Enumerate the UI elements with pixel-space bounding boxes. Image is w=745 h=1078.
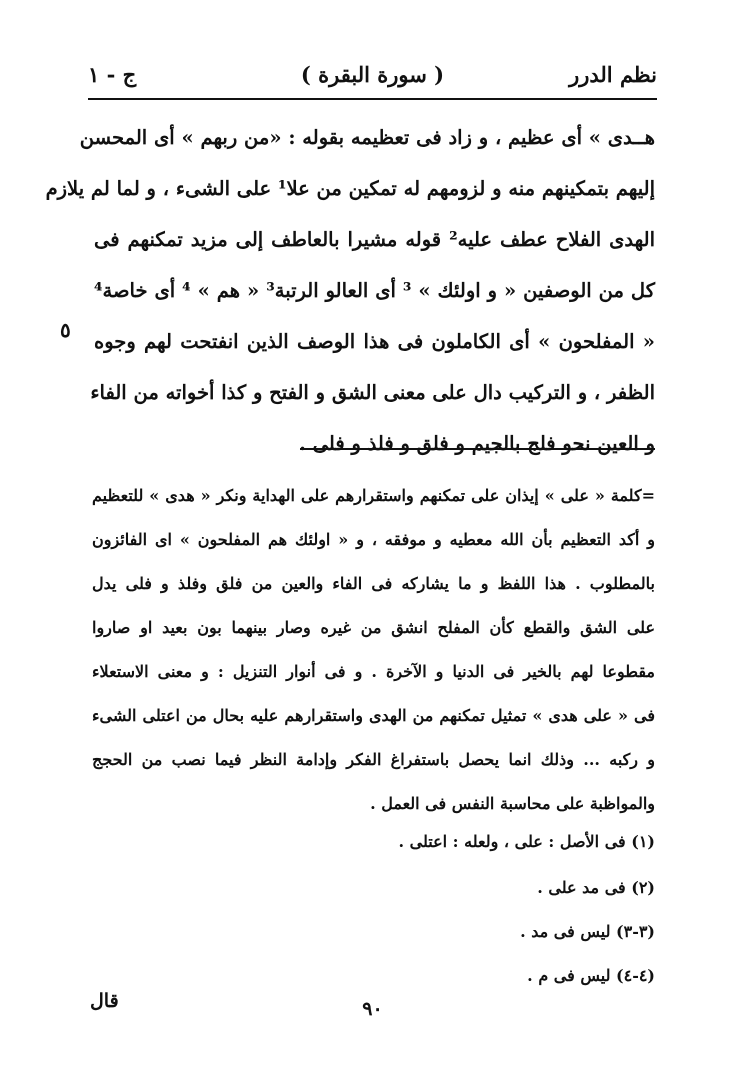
commentary-line: والمواظبة على محاسبة النفس فى العمل .	[370, 794, 655, 813]
main-line: الهدى الفلاح عطف عليه² قوله مشيرا بالعاطف إلى مزيد تمكنهم فى	[94, 228, 655, 251]
running-header	[88, 58, 657, 98]
main-line: الظفر ، و التركيب دال على معنى الشق و الفتح و كذا أخواته من الفاء	[90, 381, 655, 404]
footnote-3: (٣-٣) ليس فى مد .	[520, 922, 655, 941]
commentary-line: مقطوعا لهم بالخير فى الدنيا و الآخرة . و فى أنوار التنزيل : و معنى الاستعلاء	[92, 662, 655, 681]
footnote-1: (١) فى الأصل : على ، ولعله : اعتلى .	[398, 832, 655, 851]
page-number: ٩٠	[362, 998, 383, 1020]
main-line: إليهم بتمكينهم منه و لزومهم له تمكين من علا¹ على الشىء ، و لما لم يلازم	[45, 177, 655, 200]
commentary-line: و ركبه ... وذلك انما يحصل باستفراغ الفكر وإدامة النظر فيما نصب من الحجج	[92, 750, 655, 769]
footnote-4: (٤-٤) ليس فى م .	[527, 966, 655, 985]
footnote-2: (٢) فى مد على .	[537, 878, 655, 897]
verse-line-number: ٥	[60, 318, 71, 342]
book-title: نظم الدرر	[569, 62, 657, 87]
page-footer	[90, 990, 655, 1030]
commentary-line: =كلمة « على » إيذان على تمكنهم واستقرارهم على الهداية ونكر « هدى » للتعظيم	[92, 486, 655, 505]
main-line: كل من الوصفين « و اولئك » ³ أى العالو الرتبة³ « هم » ⁴ أى خاصة⁴	[94, 279, 655, 302]
text-divider	[300, 448, 655, 450]
commentary-line: فى « على هدى » تمثيل تمكنهم من الهدى واستقرارهم عليه بحال من اعتلى الشىء	[92, 706, 655, 725]
commentary-line: على الشق والقطع كأن المفلح انشق من غيره وصار بينهما بون بعيد او صاروا	[92, 618, 655, 637]
header-divider	[88, 98, 657, 100]
commentary-line: و أكد التعظيم بأن الله معطيه و موفقه ، و « اولئك هم المفلحون » اى الفائزون	[92, 530, 655, 549]
main-line: و العين نحو فلج بالجيم و فلق و فلذ و فلى .	[299, 432, 655, 455]
main-line: « المفلحون » أى الكاملون فى هذا الوصف الذين انفتحت لهم وجوه	[94, 330, 655, 353]
part-number: ج - ١	[88, 62, 137, 87]
main-line: هــدى » أى عظيم ، و زاد فى تعظيمه بقوله : «من ربهم » أى المحسن	[79, 126, 655, 149]
main-text	[45, 112, 655, 469]
catchword: قال	[90, 990, 119, 1012]
commentary-line: بالمطلوب . هذا اللفظ و ما يشاركه فى الفاء والعين من فلق وفلذ و فلى يدل	[92, 574, 655, 593]
commentary-notes	[92, 474, 655, 826]
surah-title: ( سورة البقرة )	[300, 62, 445, 87]
